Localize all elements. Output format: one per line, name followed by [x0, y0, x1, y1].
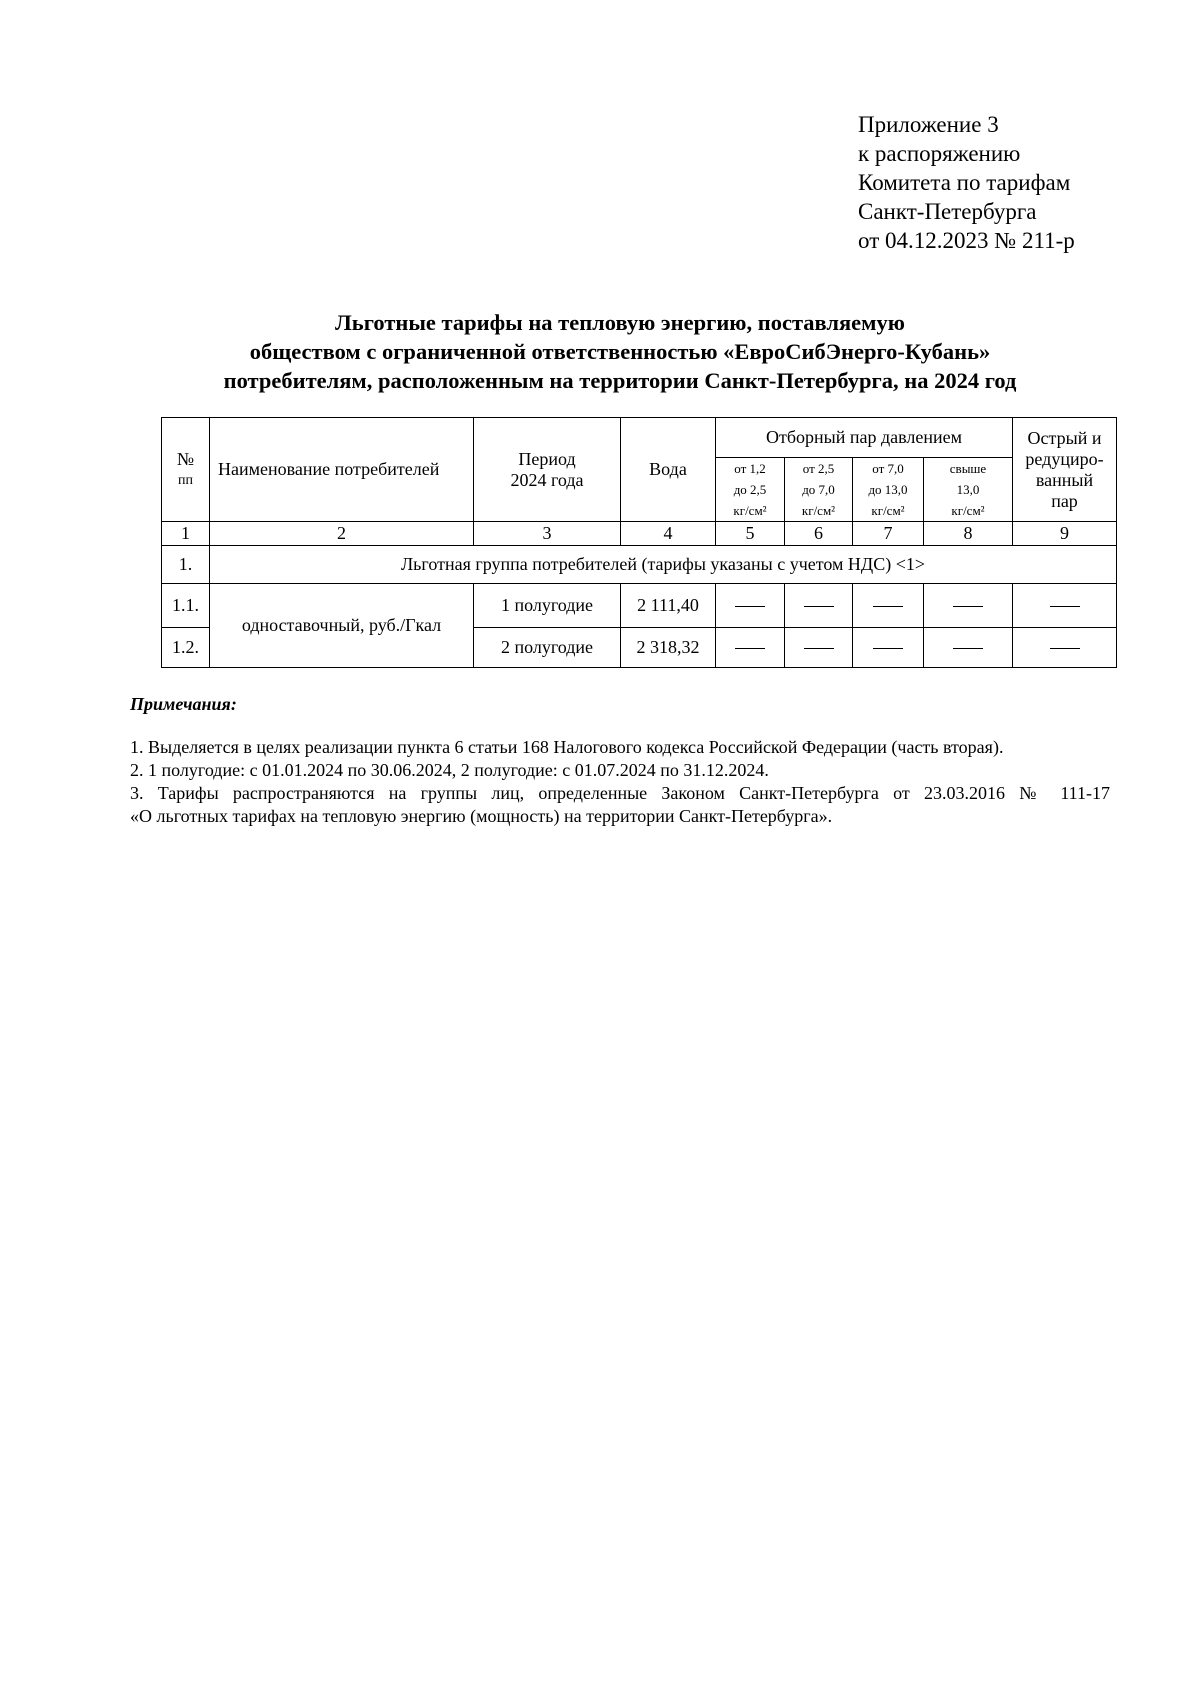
row-num: 1.1. — [162, 584, 210, 628]
steam-range-line: до 7,0 — [802, 482, 835, 497]
header-name: Наименование потребителей — [210, 418, 474, 522]
header-steam-1 — [716, 458, 785, 522]
document-title — [130, 308, 1110, 395]
tariff-name: одноставочный, руб./Гкал — [210, 584, 474, 668]
dash-mark — [735, 648, 765, 649]
title-line: обществом с ограниченной ответственностью «ЕвроСибЭнерго-Кубань» — [249, 339, 991, 364]
dash-mark — [1050, 606, 1080, 607]
header-acute-line: пар — [1051, 490, 1078, 511]
header-period-line: 2024 года — [510, 469, 584, 490]
steam-range-line: от 2,5 — [802, 461, 835, 476]
appendix-line: от 04.12.2023 № 211-р — [858, 228, 1075, 253]
column-number: 9 — [1013, 522, 1117, 546]
row-empty-cell — [1013, 628, 1117, 668]
header-acute-line: ванный — [1035, 469, 1094, 490]
steam-range-line: свыше — [949, 461, 987, 476]
steam-unit: кг/см² — [801, 503, 836, 518]
column-number-row — [162, 522, 1117, 546]
header-steam-group: Отборный пар давлением — [716, 418, 1013, 458]
steam-unit: кг/см² — [871, 503, 905, 518]
appendix-line: Приложение 3 — [858, 112, 999, 137]
row-empty-cell — [716, 584, 785, 628]
row-water-value: 2 318,32 — [621, 628, 716, 668]
column-number: 5 — [716, 522, 785, 546]
dash-mark — [804, 606, 834, 607]
column-number: 1 — [162, 522, 210, 546]
note-item: 2. 1 полугодие: с 01.01.2024 по 30.06.2024, 2 полугодие: с 01.07.2024 по 31.12.2024. — [130, 760, 769, 780]
row-period: 2 полугодие — [474, 628, 621, 668]
header-num — [162, 418, 210, 522]
row-empty-cell — [785, 584, 853, 628]
steam-range-line: от 1,2 — [734, 461, 766, 476]
row-empty-cell — [924, 628, 1013, 668]
appendix-block — [858, 110, 1075, 255]
dash-mark — [953, 648, 983, 649]
header-num-symbol: № — [176, 448, 195, 469]
title-line: потребителям, расположенным на территории Санкт-Петербурга, на 2024 год — [223, 368, 1017, 393]
note-item: 1. Выделяется в целях реализации пункта 6 статьи 168 Налогового кодекса Российской Федерации (часть вторая). — [130, 737, 1004, 757]
row-period: 1 полугодие — [474, 584, 621, 628]
header-water: Вода — [621, 418, 716, 522]
header-acute-line: Острый и — [1027, 427, 1102, 448]
row-num: 1.2. — [162, 628, 210, 668]
row-empty-cell — [853, 584, 924, 628]
header-acute-steam — [1013, 418, 1117, 522]
header-steam-3 — [853, 458, 924, 522]
header-steam-2 — [785, 458, 853, 522]
dash-mark — [873, 648, 903, 649]
dash-mark — [735, 606, 765, 607]
dash-mark — [804, 648, 834, 649]
table-row — [162, 584, 1117, 628]
dash-mark — [1050, 648, 1080, 649]
appendix-line: Комитета по тарифам — [858, 170, 1071, 195]
column-number: 8 — [924, 522, 1013, 546]
steam-unit: кг/см² — [733, 503, 767, 518]
steam-range-line: 13,0 — [956, 482, 980, 497]
column-number: 3 — [474, 522, 621, 546]
appendix-line: Санкт-Петербурга — [858, 199, 1037, 224]
header-period — [474, 418, 621, 522]
column-number: 2 — [210, 522, 474, 546]
row-empty-cell — [1013, 584, 1117, 628]
note-item: 3. Тарифы распространяются на группы лиц, определенные Законом Санкт-Петербурга от 23.03.2016 № 111-17 — [130, 783, 1110, 803]
appendix-line: к распоряжению — [858, 141, 1021, 166]
note-item: «О льготных тарифах на тепловую энергию (мощность) на территории Санкт-Петербурга». — [130, 806, 833, 826]
tariff-table — [161, 417, 1117, 668]
column-number: 7 — [853, 522, 924, 546]
column-number: 4 — [621, 522, 716, 546]
dash-mark — [953, 606, 983, 607]
row-empty-cell — [785, 628, 853, 668]
row-empty-cell — [716, 628, 785, 668]
dash-mark — [873, 606, 903, 607]
header-steam-4 — [924, 458, 1013, 522]
group-row — [162, 546, 1117, 584]
steam-unit: кг/см² — [951, 503, 985, 518]
notes-heading: Примечания: — [130, 694, 237, 714]
group-label: Льготная группа потребителей (тарифы указаны с учетом НДС) <1> — [210, 546, 1117, 584]
row-water-value: 2 111,40 — [621, 584, 716, 628]
row-empty-cell — [853, 628, 924, 668]
steam-range-line: от 7,0 — [872, 461, 904, 476]
header-acute-line: редуциро- — [1025, 448, 1104, 469]
title-line: Льготные тарифы на тепловую энергию, поставляемую — [335, 310, 905, 335]
notes-block — [130, 736, 1110, 828]
steam-range-line: до 2,5 — [733, 482, 767, 497]
row-empty-cell — [924, 584, 1013, 628]
steam-range-line: до 13,0 — [868, 482, 908, 497]
column-number: 6 — [785, 522, 853, 546]
header-num-pp: пп — [178, 472, 193, 488]
group-num: 1. — [162, 546, 210, 584]
header-period-line: Период — [518, 448, 576, 469]
